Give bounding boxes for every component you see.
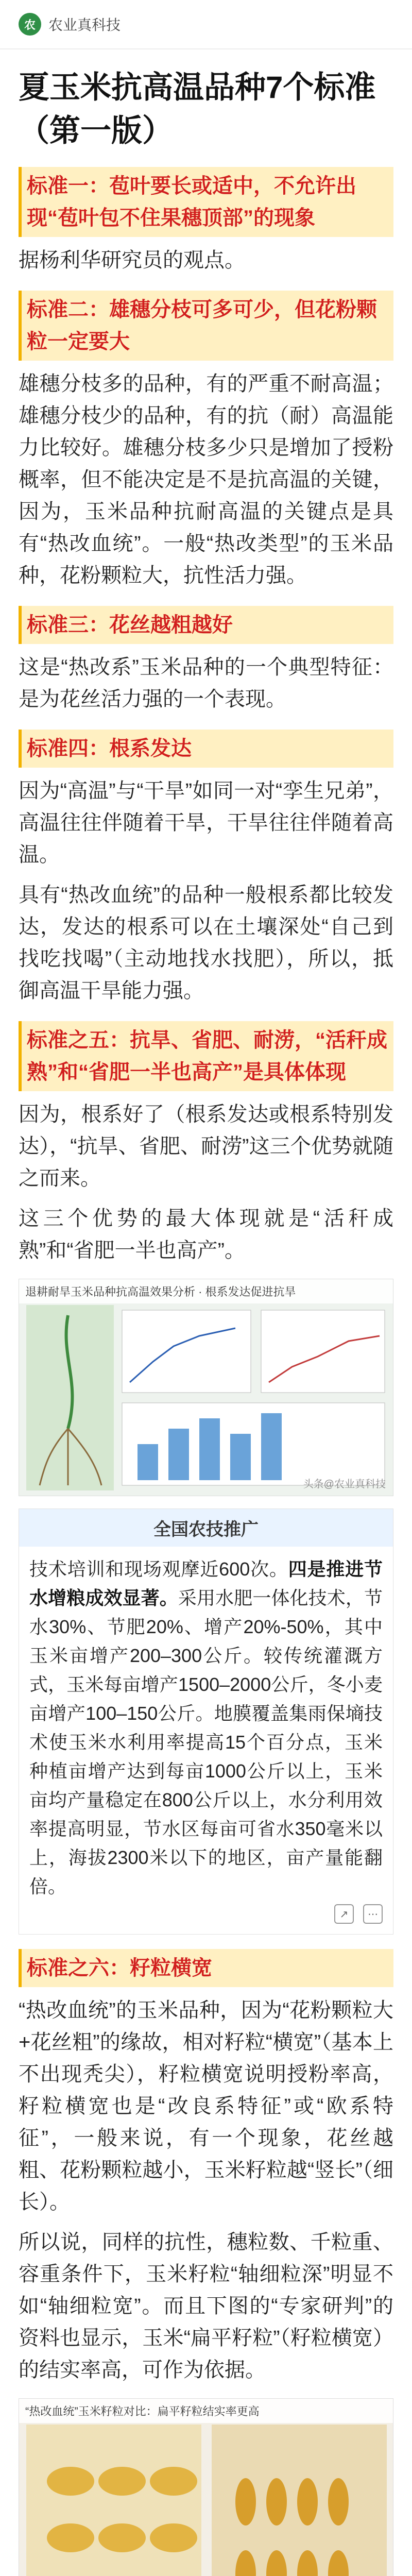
standard-6-banner: 标准之六：籽粒横宽	[19, 1949, 393, 1987]
tech-promotion-panel[interactable]	[19, 1509, 393, 1935]
article-body	[0, 49, 412, 2576]
standard-4-text-1: 因为“高温”与“干旱”如同一对“孪生兄弟”，高温往往伴随着干旱，干旱往往伴随着高温。	[19, 779, 393, 866]
standard-5-text-1: 因为，根系好了（根系发达或根系特别发达），“抗旱、省肥、耐涝”这三个优势就随之而来。	[19, 1103, 393, 1190]
kernel-figure-caption: “热改血统”玉米籽粒对比：扁平籽粒结实率更高	[19, 2399, 393, 2423]
source-header[interactable]	[0, 0, 412, 49]
kernel-figure-graphic	[19, 2399, 393, 2576]
standard-1-banner: 标准一：苞叶要长或适中，不允许出现“苞叶包不住果穗顶部”的现象	[19, 167, 393, 237]
standard-2-text: 雄穗分枝多的品种，有的严重不耐高温；雄穗分枝少的品种，有的抗（耐）高温能力比较好。雄穗分枝多少只是增加了授粉概率，但不能决定是不是抗高温的关键，因为，玉米品种抗耐高温的关键点是具有“热改血统”。一般“热改类型”的玉米品种，花粉颗粒大，抗性活力强。	[19, 372, 393, 587]
panel-text-a: 技术培训和现场观摩近600次。	[29, 1558, 288, 1580]
panel-text-b: 四是推进节水增粮成效显著。	[29, 1558, 383, 1608]
source-name[interactable]: 农业真科技	[48, 17, 121, 33]
root-figure-image[interactable]	[19, 1279, 393, 1496]
more-icon[interactable]: ⋯	[363, 1904, 383, 1924]
root-figure-graphic	[19, 1279, 393, 1496]
standard-6-text-1: “热改血统”的玉米品种，因为“花粉颗粒大+花丝粗”的缘故，相对籽粒“横宽”（基本上不出现秃尖），籽粒横宽说明授粉率高，籽粒横宽也是“改良系特征”或“欧系特征”，一般来说，有一个现象，花丝越粗、花粉颗粒越小，玉米籽粒越“竖长”（细长）。	[19, 1999, 393, 2213]
standard-4-text-2: 具有“热改血统”的品种一般根系都比较发达，发达的根系可以在土壤深处“自己到找吃找喝”（主动地找水找肥），所以，抵御高温干旱能力强。	[19, 884, 393, 1002]
standard-5-banner: 标准之五：抗旱、省肥、耐涝，“活秆成熟”和“省肥一半也高产”是具体体现	[19, 1021, 393, 1091]
root-figure-caption: 退耕耐旱玉米品种抗高温效果分析 · 根系发达促进抗旱	[19, 1279, 393, 1303]
standard-5-text-2: 这三个优势的最大体现就是“活秆成熟”和“省肥一半也高产”。	[19, 1207, 393, 1262]
standard-3-text: 这是“热改系”玉米品种的一个典型特征：是为花丝活力强的一个表现。	[19, 656, 393, 710]
standard-2-banner: 标准二：雄穗分枝可多可少，但花粉颗粒一定要大	[19, 291, 393, 361]
standard-4-banner: 标准四：根系发达	[19, 730, 393, 768]
article-title: 夏玉米抗高温品种7个标准（第一版）	[19, 70, 376, 148]
panel-toolbar	[29, 1904, 383, 1924]
kernel-figure-image[interactable]	[19, 2398, 393, 2576]
share-icon[interactable]: ↗	[334, 1904, 354, 1924]
source-logo-icon: 农	[19, 13, 41, 36]
panel-text-c: 采用水肥一体化技术，节水30%、节肥20%、增产20%-50%，其中玉米亩增产200–300公斤。较传统灌溉方式，玉米每亩增产1500–2000公斤，冬小麦亩增产100–150公斤。地膜覆盖集雨保墒技术使玉米水利用率提高15个百分点，玉米种植亩增产达到每亩1000公斤以上，玉米亩均产量稳定在800公斤以上，水分利用效率提高明显，节水区每亩可省水350毫米以上，海拔2300米以下的地区，亩产量能翻倍。	[29, 1587, 383, 1897]
standard-3-banner: 标准三：花丝越粗越好	[19, 606, 393, 644]
standard-6-text-2: 所以说，同样的抗性，穗粒数、千粒重、容重条件下，玉米籽粒“轴细粒深”明显不如“轴细粒宽”。而且下图的“专家研判”的资料也显示，玉米“扁平籽粒”（籽粒横宽）的结实率高，可作为依据。	[19, 2231, 393, 2381]
root-figure-watermark: 头条@农业真科技	[303, 1479, 386, 1490]
panel-header: 全国农技推广	[19, 1509, 393, 1547]
standard-1-text: 据杨利华研究员的观点。	[19, 249, 245, 272]
panel-text	[29, 1555, 383, 1901]
